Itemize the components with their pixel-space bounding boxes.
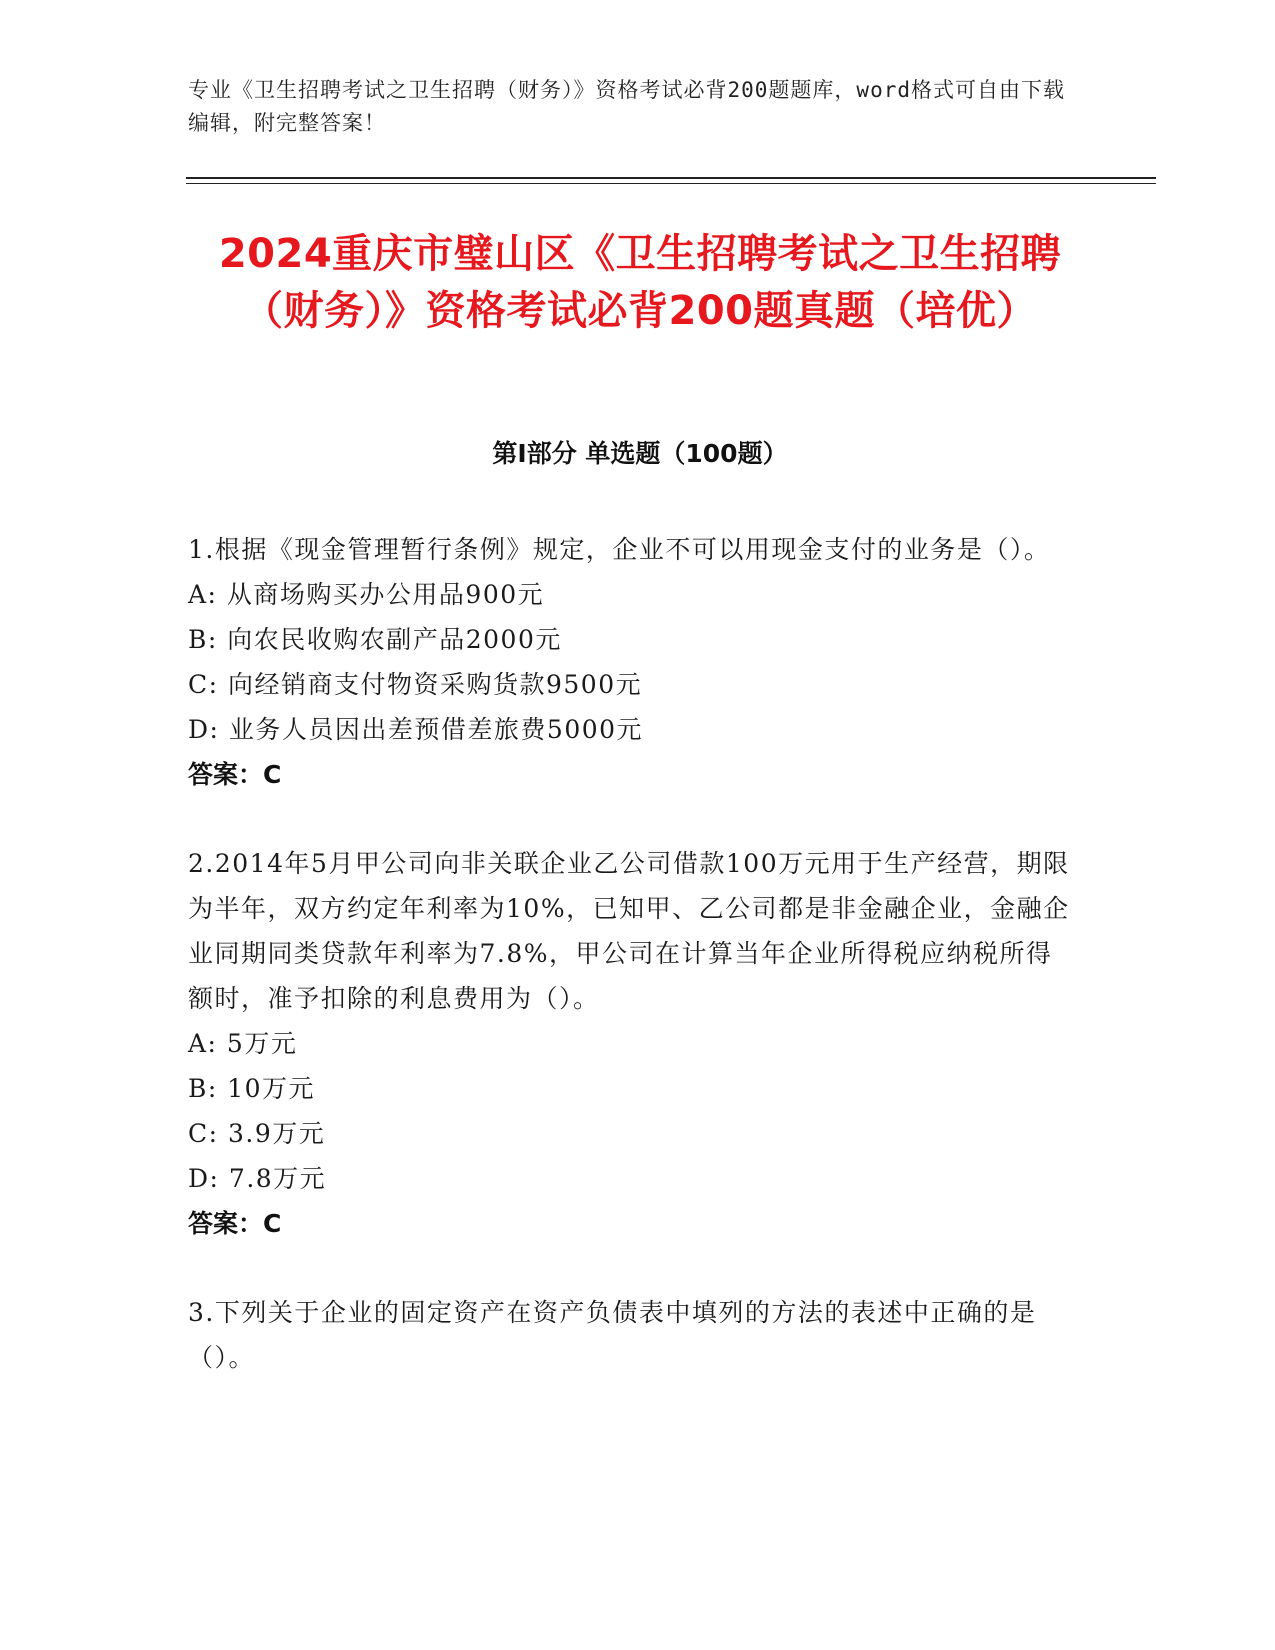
option-b: B: 10万元 bbox=[188, 1074, 316, 1103]
answer-line: 答案：C bbox=[188, 1209, 282, 1238]
answer-line: 答案：C bbox=[188, 760, 282, 789]
header-divider-thick bbox=[186, 177, 1156, 179]
question-spacer bbox=[188, 1246, 1078, 1290]
header-divider-thin bbox=[186, 183, 1156, 184]
option-c: C: 向经销商支付物资采购货款9500元 bbox=[188, 670, 643, 699]
option-a: A: 5万元 bbox=[188, 1029, 298, 1058]
document-title: 2024重庆市璧山区《卫生招聘考试之卫生招聘（财务）》资格考试必背200题真题（培优） bbox=[218, 231, 1062, 334]
option-d: D: 业务人员因出差预借差旅费5000元 bbox=[188, 715, 644, 744]
question-list bbox=[188, 527, 1078, 1380]
question-stem: 2.2014年5月甲公司向非关联企业乙公司借款100万元用于生产经营，期限为半年，双方约定年利率为10%，已知甲、乙公司都是非金融企业，金融企业同期同类贷款年利率为7.8%，甲公司在计算当年企业所得税应纳税所得额时，准予扣除的利息费用为（）。 bbox=[188, 849, 1070, 1013]
option-a: A: 从商场购买办公用品900元 bbox=[188, 580, 545, 609]
option-d: D: 7.8万元 bbox=[188, 1164, 327, 1193]
question-3 bbox=[188, 1290, 1078, 1380]
option-b: B: 向农民收购农副产品2000元 bbox=[188, 625, 562, 654]
question-2 bbox=[188, 841, 1078, 1246]
header-note: 专业《卫生招聘考试之卫生招聘（财务）》资格考试必背200题题库，word格式可自由下载编辑，附完整答案！ bbox=[188, 78, 1065, 135]
question-stem: 1.根据《现金管理暂行条例》规定，企业不可以用现金支付的业务是（）。 bbox=[188, 535, 1051, 564]
section-heading: 第I部分 单选题（100题） bbox=[492, 439, 788, 468]
option-c: C: 3.9万元 bbox=[188, 1119, 326, 1148]
question-1 bbox=[188, 527, 1078, 797]
question-stem: 3.下列关于企业的固定资产在资产负债表中填列的方法的表述中正确的是（）。 bbox=[188, 1298, 1037, 1372]
question-spacer bbox=[188, 797, 1078, 841]
